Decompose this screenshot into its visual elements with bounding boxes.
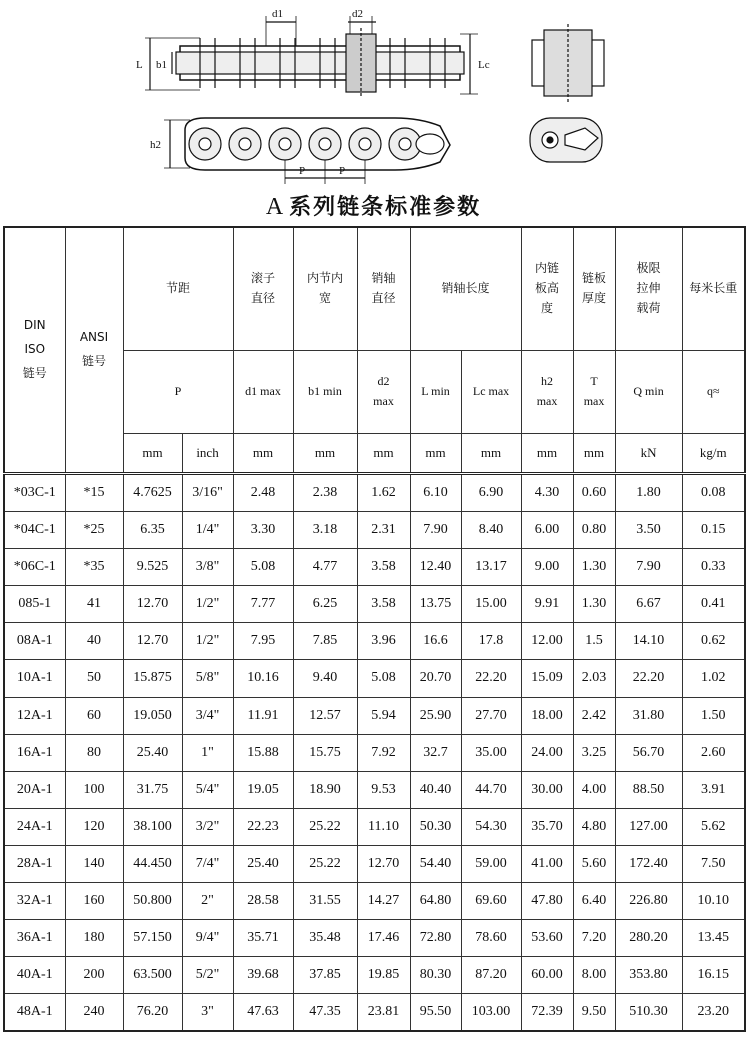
table-cell: 0.33 [682, 549, 745, 586]
table-cell: 54.40 [410, 845, 461, 882]
table-cell: 085-1 [4, 586, 65, 623]
table-cell: 2.38 [293, 474, 357, 512]
table-cell: 17.46 [357, 920, 410, 957]
table-row [4, 883, 745, 920]
table-cell: 2.03 [573, 660, 615, 697]
table-cell: 8.40 [461, 512, 521, 549]
table-cell: 37.85 [293, 957, 357, 994]
table-row [4, 808, 745, 845]
table-cell: 16.15 [682, 957, 745, 994]
table-cell: 32.7 [410, 734, 461, 771]
table-cell: 0.62 [682, 623, 745, 660]
header-plate-thickness: 链板 厚度 [573, 227, 615, 351]
table-cell: 1/4" [182, 512, 233, 549]
chain-front-view [164, 118, 450, 184]
table-cell: 88.50 [615, 771, 682, 808]
table-cell: 100 [65, 771, 123, 808]
table-cell: 7.90 [615, 549, 682, 586]
table-cell: 1.5 [573, 623, 615, 660]
table-cell: 160 [65, 883, 123, 920]
table-cell: 16.6 [410, 623, 461, 660]
table-cell: 5.60 [573, 845, 615, 882]
table-cell: 2.42 [573, 697, 615, 734]
table-cell: 87.20 [461, 957, 521, 994]
table-cell: 200 [65, 957, 123, 994]
label-P-right: P [339, 165, 346, 177]
table-cell: 9.91 [521, 586, 573, 623]
table-cell: 10.10 [682, 883, 745, 920]
table-cell: 35.48 [293, 920, 357, 957]
table-cell: 95.50 [410, 994, 461, 1032]
label-d2: d2 [352, 8, 363, 20]
sym-d1: d1 max [233, 351, 293, 434]
table-cell: 7.90 [410, 512, 461, 549]
sym-L: L min [410, 351, 461, 434]
unit-cell: mm [293, 434, 357, 474]
table-cell: 25.22 [293, 845, 357, 882]
table-cell: 2.31 [357, 512, 410, 549]
unit-cell: mm [410, 434, 461, 474]
table-cell: *06C-1 [4, 549, 65, 586]
table-row [4, 549, 745, 586]
table-cell: 76.20 [123, 994, 182, 1032]
table-cell: 13.17 [461, 549, 521, 586]
table-cell: 23.81 [357, 994, 410, 1032]
table-cell: 50.30 [410, 808, 461, 845]
table-cell: 2.60 [682, 734, 745, 771]
table-row [4, 771, 745, 808]
unit-cell: kN [615, 434, 682, 474]
table-cell: 5.94 [357, 697, 410, 734]
table-cell: 7/4" [182, 845, 233, 882]
table-cell: 5.08 [233, 549, 293, 586]
table-cell: 1.30 [573, 586, 615, 623]
table-cell: 0.80 [573, 512, 615, 549]
table-cell: *15 [65, 474, 123, 512]
table-cell: 11.10 [357, 808, 410, 845]
table-cell: 3.58 [357, 586, 410, 623]
table-cell: 47.35 [293, 994, 357, 1032]
title-prefix: A [265, 194, 286, 220]
page-title [0, 190, 747, 221]
chain-top-view [145, 16, 478, 98]
table-cell: 78.60 [461, 920, 521, 957]
table-cell: 80 [65, 734, 123, 771]
table-cell: 12.70 [123, 586, 182, 623]
table-cell: 25.90 [410, 697, 461, 734]
table-cell: 20A-1 [4, 771, 65, 808]
sym-P: P [123, 351, 233, 434]
table-cell: 44.70 [461, 771, 521, 808]
table-cell: *04C-1 [4, 512, 65, 549]
table-cell: 35.71 [233, 920, 293, 957]
table-row [4, 512, 745, 549]
table-cell: 19.05 [233, 771, 293, 808]
table-cell: 40A-1 [4, 957, 65, 994]
label-h2: h2 [150, 139, 161, 151]
table-cell: 9.00 [521, 549, 573, 586]
table-cell: 12.57 [293, 697, 357, 734]
table-cell: 180 [65, 920, 123, 957]
table-cell: 4.30 [521, 474, 573, 512]
table-cell: 3.25 [573, 734, 615, 771]
table-cell: 22.20 [461, 660, 521, 697]
table-cell: 6.90 [461, 474, 521, 512]
table-cell: 20.70 [410, 660, 461, 697]
table-cell: 226.80 [615, 883, 682, 920]
table-cell: 1/2" [182, 623, 233, 660]
table-cell: 57.150 [123, 920, 182, 957]
table-cell: 9.525 [123, 549, 182, 586]
table-cell: 0.08 [682, 474, 745, 512]
table-cell: 2.48 [233, 474, 293, 512]
label-d1: d1 [272, 8, 283, 20]
table-row [4, 623, 745, 660]
table-cell: 6.00 [521, 512, 573, 549]
table-cell: 39.68 [233, 957, 293, 994]
sym-T: T max [573, 351, 615, 434]
table-row [4, 920, 745, 957]
table-cell: 4.00 [573, 771, 615, 808]
table-cell: 80.30 [410, 957, 461, 994]
table-cell: 4.80 [573, 808, 615, 845]
table-cell: 54.30 [461, 808, 521, 845]
table-cell: 103.00 [461, 994, 521, 1032]
sym-b1: b1 min [293, 351, 357, 434]
table-cell: 1.02 [682, 660, 745, 697]
sym-q: q≈ [682, 351, 745, 434]
table-cell: 16A-1 [4, 734, 65, 771]
table-cell: 14.10 [615, 623, 682, 660]
table-cell: 4.7625 [123, 474, 182, 512]
table-cell: 5/2" [182, 957, 233, 994]
header-plate-height: 内链 板高 度 [521, 227, 573, 351]
table-cell: 15.00 [461, 586, 521, 623]
table-row [4, 474, 745, 512]
table-cell: 69.60 [461, 883, 521, 920]
table-cell: 1/2" [182, 586, 233, 623]
unit-cell: mm [573, 434, 615, 474]
table-cell: 18.00 [521, 697, 573, 734]
table-row [4, 697, 745, 734]
table-cell: 7.92 [357, 734, 410, 771]
table-cell: 120 [65, 808, 123, 845]
table-cell: 8.00 [573, 957, 615, 994]
table-cell: 44.450 [123, 845, 182, 882]
table-cell: 12.70 [357, 845, 410, 882]
table-cell: 41 [65, 586, 123, 623]
chain-diagram [0, 0, 747, 195]
table-cell: 280.20 [615, 920, 682, 957]
header-inner-width: 内节内 宽 [293, 227, 357, 351]
table-cell: 3.96 [357, 623, 410, 660]
table-cell: 5.62 [682, 808, 745, 845]
table-cell: 10A-1 [4, 660, 65, 697]
unit-cell: inch [182, 434, 233, 474]
table-cell: 28.58 [233, 883, 293, 920]
table-cell: 3.58 [357, 549, 410, 586]
table-cell: 72.39 [521, 994, 573, 1032]
table-cell: 53.60 [521, 920, 573, 957]
header-pin-length: 销轴长度 [410, 227, 521, 351]
table-cell: 13.45 [682, 920, 745, 957]
table-row [4, 994, 745, 1032]
table-cell: 35.00 [461, 734, 521, 771]
table-cell: 32A-1 [4, 883, 65, 920]
table-cell: 24.00 [521, 734, 573, 771]
header-din: DIN ISO 链号 [4, 227, 65, 474]
header-tensile: 极限 拉伸 载荷 [615, 227, 682, 351]
header-pin-dia: 销轴 直径 [357, 227, 410, 351]
table-cell: 10.16 [233, 660, 293, 697]
table-cell: 25.40 [123, 734, 182, 771]
header-roller-dia: 滚子 直径 [233, 227, 293, 351]
table-cell: 19.85 [357, 957, 410, 994]
table-cell: 5.08 [357, 660, 410, 697]
unit-cell: mm [461, 434, 521, 474]
sym-Q: Q min [615, 351, 682, 434]
table-cell: 240 [65, 994, 123, 1032]
table-cell: 7.85 [293, 623, 357, 660]
table-cell: 9.40 [293, 660, 357, 697]
table-cell: 3/2" [182, 808, 233, 845]
table-cell: *03C-1 [4, 474, 65, 512]
table-cell: 15.875 [123, 660, 182, 697]
table-cell: 3.30 [233, 512, 293, 549]
table-cell: 6.67 [615, 586, 682, 623]
table-cell: 2" [182, 883, 233, 920]
label-P-left: P [299, 165, 306, 177]
connecting-link-view [530, 118, 602, 162]
table-cell: 31.75 [123, 771, 182, 808]
table-cell: 60.00 [521, 957, 573, 994]
table-cell: 6.40 [573, 883, 615, 920]
table-cell: 1.30 [573, 549, 615, 586]
table-cell: 3/16" [182, 474, 233, 512]
header-weight: 每米长重 [682, 227, 745, 351]
table-cell: 14.27 [357, 883, 410, 920]
table-cell: 25.22 [293, 808, 357, 845]
table-cell: 27.70 [461, 697, 521, 734]
chain-end-view [532, 24, 604, 102]
unit-cell: mm [233, 434, 293, 474]
label-Lc: Lc [478, 59, 490, 71]
table-cell: 50 [65, 660, 123, 697]
table-cell: 172.40 [615, 845, 682, 882]
table-cell: 3" [182, 994, 233, 1032]
table-cell: 31.55 [293, 883, 357, 920]
table-cell: 140 [65, 845, 123, 882]
table-row [4, 957, 745, 994]
table-cell: 64.80 [410, 883, 461, 920]
table-cell: 6.25 [293, 586, 357, 623]
table-cell: 15.75 [293, 734, 357, 771]
table-cell: 9.53 [357, 771, 410, 808]
table-cell: 72.80 [410, 920, 461, 957]
table-cell: 510.30 [615, 994, 682, 1032]
table-cell: 48A-1 [4, 994, 65, 1032]
table-cell: 40.40 [410, 771, 461, 808]
table-cell: 40 [65, 623, 123, 660]
table-cell: 6.35 [123, 512, 182, 549]
table-cell: 12A-1 [4, 697, 65, 734]
table-cell: 12.40 [410, 549, 461, 586]
table-row [4, 845, 745, 882]
table-cell: 08A-1 [4, 623, 65, 660]
table-cell: 1.50 [682, 697, 745, 734]
table-row [4, 660, 745, 697]
table-cell: 7.95 [233, 623, 293, 660]
table-cell: 47.80 [521, 883, 573, 920]
table-cell: 3.18 [293, 512, 357, 549]
table-cell: 3.50 [615, 512, 682, 549]
table-row [4, 734, 745, 771]
header-ansi: ANSI 链号 [65, 227, 123, 474]
unit-cell: mm [357, 434, 410, 474]
table-cell: 1.80 [615, 474, 682, 512]
table-cell: 19.050 [123, 697, 182, 734]
table-cell: 22.23 [233, 808, 293, 845]
table-cell: 36A-1 [4, 920, 65, 957]
table-cell: 12.70 [123, 623, 182, 660]
label-b1: b1 [156, 59, 167, 71]
table-cell: 5/8" [182, 660, 233, 697]
table-cell: 56.70 [615, 734, 682, 771]
table-cell: 353.80 [615, 957, 682, 994]
table-cell: 1.62 [357, 474, 410, 512]
unit-cell: kg/m [682, 434, 745, 474]
table-cell: 60 [65, 697, 123, 734]
table-cell: 9/4" [182, 920, 233, 957]
table-cell: 18.90 [293, 771, 357, 808]
table-cell: 7.20 [573, 920, 615, 957]
table-cell: 50.800 [123, 883, 182, 920]
table-cell: 22.20 [615, 660, 682, 697]
table-cell: 1" [182, 734, 233, 771]
table-cell: 7.50 [682, 845, 745, 882]
unit-cell: mm [521, 434, 573, 474]
table-cell: 31.80 [615, 697, 682, 734]
table-cell: *35 [65, 549, 123, 586]
table-cell: 3/8" [182, 549, 233, 586]
table-cell: 24A-1 [4, 808, 65, 845]
table-row [4, 586, 745, 623]
table-cell: 0.60 [573, 474, 615, 512]
sym-d2: d2 max [357, 351, 410, 434]
header-pitch: 节距 [123, 227, 233, 351]
table-cell: 35.70 [521, 808, 573, 845]
table-cell: 38.100 [123, 808, 182, 845]
table-body [4, 474, 745, 1032]
table-cell: 127.00 [615, 808, 682, 845]
table-cell: 6.10 [410, 474, 461, 512]
table-cell: *25 [65, 512, 123, 549]
title-text: 系列链条标准参数 [289, 195, 482, 220]
table-cell: 28A-1 [4, 845, 65, 882]
table-cell: 47.63 [233, 994, 293, 1032]
table-cell: 11.91 [233, 697, 293, 734]
table-cell: 4.77 [293, 549, 357, 586]
unit-cell: mm [123, 434, 182, 474]
table-cell: 59.00 [461, 845, 521, 882]
table-cell: 5/4" [182, 771, 233, 808]
table-cell: 63.500 [123, 957, 182, 994]
table-cell: 23.20 [682, 994, 745, 1032]
table-cell: 0.41 [682, 586, 745, 623]
table-cell: 13.75 [410, 586, 461, 623]
table-cell: 17.8 [461, 623, 521, 660]
table-cell: 30.00 [521, 771, 573, 808]
sym-Lc: Lc max [461, 351, 521, 434]
table-cell: 3/4" [182, 697, 233, 734]
table-cell: 7.77 [233, 586, 293, 623]
table-cell: 41.00 [521, 845, 573, 882]
table-cell: 15.09 [521, 660, 573, 697]
table-cell: 9.50 [573, 994, 615, 1032]
table-cell: 3.91 [682, 771, 745, 808]
sym-h2: h2 max [521, 351, 573, 434]
table-cell: 12.00 [521, 623, 573, 660]
table-cell: 0.15 [682, 512, 745, 549]
table-cell: 15.88 [233, 734, 293, 771]
table-cell: 25.40 [233, 845, 293, 882]
label-L: L [136, 59, 143, 71]
chain-spec-table [3, 226, 746, 1032]
